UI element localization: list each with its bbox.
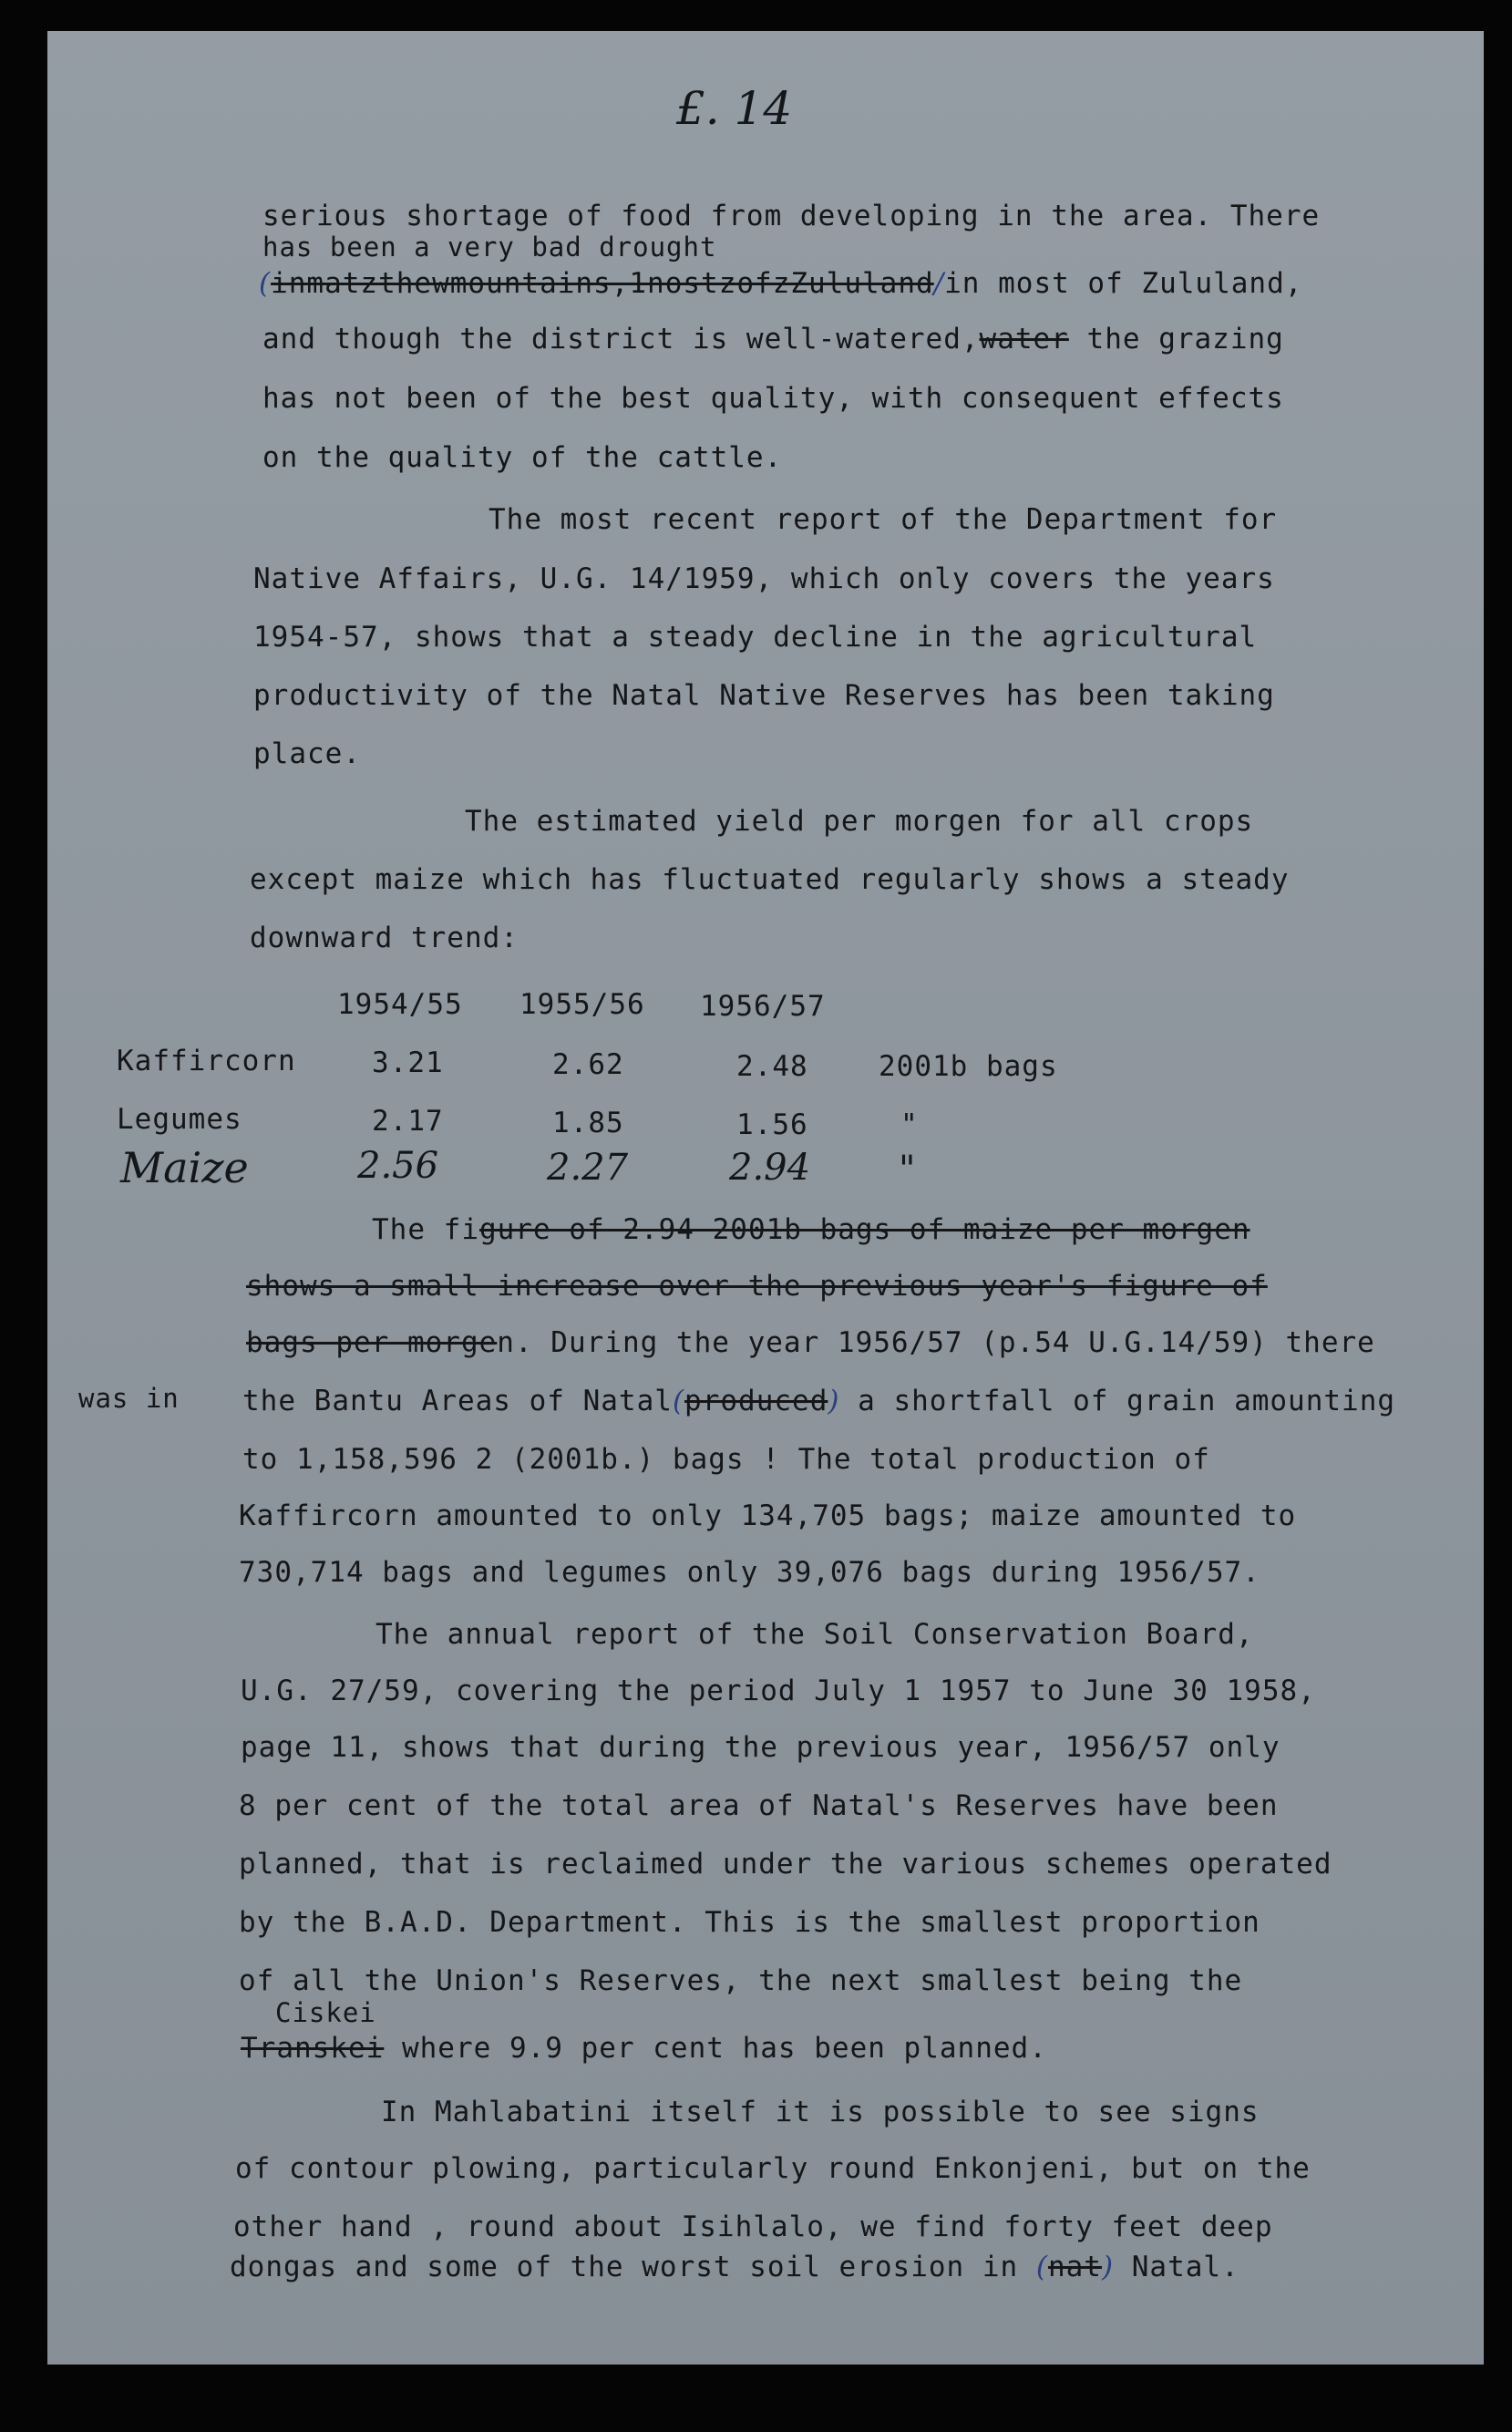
p6-line4 xyxy=(230,2253,1239,2282)
p6-line4-a: dongas and some of the worst soil erosion in xyxy=(230,2251,1036,2283)
table-header-1: 1954/55 xyxy=(337,988,463,1021)
p1-line3-a: and though the district is well-watered, xyxy=(262,323,980,356)
p5-line6: by the B.A.D. Department. This is the smallest proportion xyxy=(239,1906,1260,1939)
p5-insert-above: Ciskei xyxy=(275,1997,376,2028)
p4-line4-a: the Bantu Areas of Natal xyxy=(242,1385,673,1417)
p6-line4-struck: nat xyxy=(1047,2251,1102,2283)
p3-line2: except maize which has fluctuated regularly shows a steady xyxy=(250,863,1290,896)
p1-line3-b: the grazing xyxy=(1068,323,1284,356)
p1-line3 xyxy=(262,325,1284,354)
p4-line1 xyxy=(372,1213,1250,1246)
p5-line3: page 11, shows that during the previous year, 1956/57 only xyxy=(241,1731,1281,1764)
page-number: £. 14 xyxy=(676,82,793,135)
p4-line3 xyxy=(246,1326,1375,1359)
p4-line3-struck: bags per morge xyxy=(246,1326,498,1359)
p1-line1: serious shortage of food from developing in the area. There xyxy=(262,200,1321,232)
p5-line2: U.G. 27/59, covering the period July 1 1957 to June 30 1958, xyxy=(241,1675,1316,1707)
kaffircorn-1954: 3.21 xyxy=(372,1046,444,1079)
row-label-legumes: Legumes xyxy=(117,1103,242,1136)
p5-line8-rest: where 9.9 per cent has been planned. xyxy=(384,2032,1047,2065)
p4-line7: 730,714 bags and legumes only 39,076 bags during 1956/57. xyxy=(239,1556,1260,1589)
row-label-kaffircorn: Kaffircorn xyxy=(117,1045,296,1077)
p4-line3-rest: n. During the year 1956/57 (p.54 U.G.14/59) there xyxy=(497,1326,1375,1359)
p1-line3-struck: water xyxy=(979,323,1069,356)
ink-paren-close: ) xyxy=(828,1385,840,1417)
ink-paren-open-2: ( xyxy=(1035,2251,1048,2283)
p4-line4-b: a shortfall of grain amounting xyxy=(839,1385,1396,1417)
p4-line2-struck: shows a small increase over the previous year's figure of xyxy=(246,1270,1268,1303)
p6-line1: In Mahlabatini itself it is possible to see signs xyxy=(381,2096,1260,2128)
p6-line3: other hand , round about Isihlalo, we find forty feet deep xyxy=(233,2210,1273,2243)
p2-line3: 1954-57, shows that a steady decline in the agricultural xyxy=(253,621,1258,654)
p2-line2: Native Affairs, U.G. 14/1959, which only covers the years xyxy=(253,562,1275,595)
table-header-2: 1955/56 xyxy=(519,988,645,1021)
kaffircorn-1956: 2.48 xyxy=(736,1050,808,1083)
p1-struck-text: inmatzthewmountains,1nostzofzZululand xyxy=(271,267,934,300)
p4-line6: Kaffircorn amounted to only 134,705 bags; maize amounted to xyxy=(239,1499,1297,1532)
p5-line5: planned, that is reclaimed under the various schemes operated xyxy=(239,1848,1332,1881)
p1-line2-rest: in most of Zululand, xyxy=(944,267,1303,300)
table-header-3: 1956/57 xyxy=(700,990,826,1023)
p1-line4: has not been of the best quality, with consequent effects xyxy=(262,382,1284,415)
legumes-unit: " xyxy=(900,1108,919,1141)
legumes-1956: 1.56 xyxy=(736,1108,808,1141)
p2-line4: productivity of the Natal Native Reserves has been taking xyxy=(253,679,1275,712)
p3-line1: The estimated yield per morgen for all crops xyxy=(465,805,1254,838)
maize-1954: 2.56 xyxy=(357,1145,439,1187)
p4-line4-struck: produced xyxy=(684,1385,828,1417)
kaffircorn-1955: 2.62 xyxy=(552,1048,624,1081)
p4-line1-struck: gure of 2.94 2001b bags of maize per morgen xyxy=(478,1213,1250,1246)
maize-1956: 2.94 xyxy=(729,1147,811,1189)
typed-page xyxy=(47,31,1484,2365)
p5-line1: The annual report of the Soil Conservation Board, xyxy=(375,1618,1254,1651)
maize-unit: " xyxy=(899,1149,916,1190)
legumes-1955: 1.85 xyxy=(552,1107,624,1139)
p3-line3: downward trend: xyxy=(250,922,519,954)
kaffircorn-unit: 2001b bags xyxy=(879,1050,1058,1083)
p4-line5: to 1,158,596 2 (2001b.) bags ! The total production of xyxy=(242,1443,1210,1476)
p2-line5: place. xyxy=(253,737,361,770)
p1-line5: on the quality of the cattle. xyxy=(262,441,783,474)
p5-line8-struck: Transkei xyxy=(241,2032,385,2065)
p4-line4 xyxy=(242,1387,1395,1416)
ink-bracket-close: / xyxy=(933,267,945,300)
legumes-1954: 2.17 xyxy=(372,1105,444,1138)
maize-1955: 2.27 xyxy=(547,1147,629,1189)
p6-line4-b: Natal. xyxy=(1114,2251,1239,2283)
p5-line8 xyxy=(241,2032,1047,2065)
p1-insert-above: has been a very bad drought xyxy=(262,232,717,263)
p4-line1-a: The fi xyxy=(372,1213,479,1246)
p1-line2 xyxy=(259,267,1303,300)
p4-margin-insert: was in xyxy=(78,1383,180,1414)
p5-line7: of all the Union's Reserves, the next smallest being the xyxy=(239,1964,1243,1997)
row-label-maize: Maize xyxy=(120,1143,249,1192)
ink-paren-open: ( xyxy=(672,1385,685,1417)
ink-paren-close-2: ) xyxy=(1101,2251,1115,2283)
ink-bracket-open: ( xyxy=(259,267,272,300)
p2-line1: The most recent report of the Department for xyxy=(489,503,1278,536)
p5-line4: 8 per cent of the total area of Natal's Reserves have been xyxy=(239,1789,1279,1822)
p6-line2: of contour plowing, particularly round Enkonjeni, but on the xyxy=(235,2152,1311,2185)
